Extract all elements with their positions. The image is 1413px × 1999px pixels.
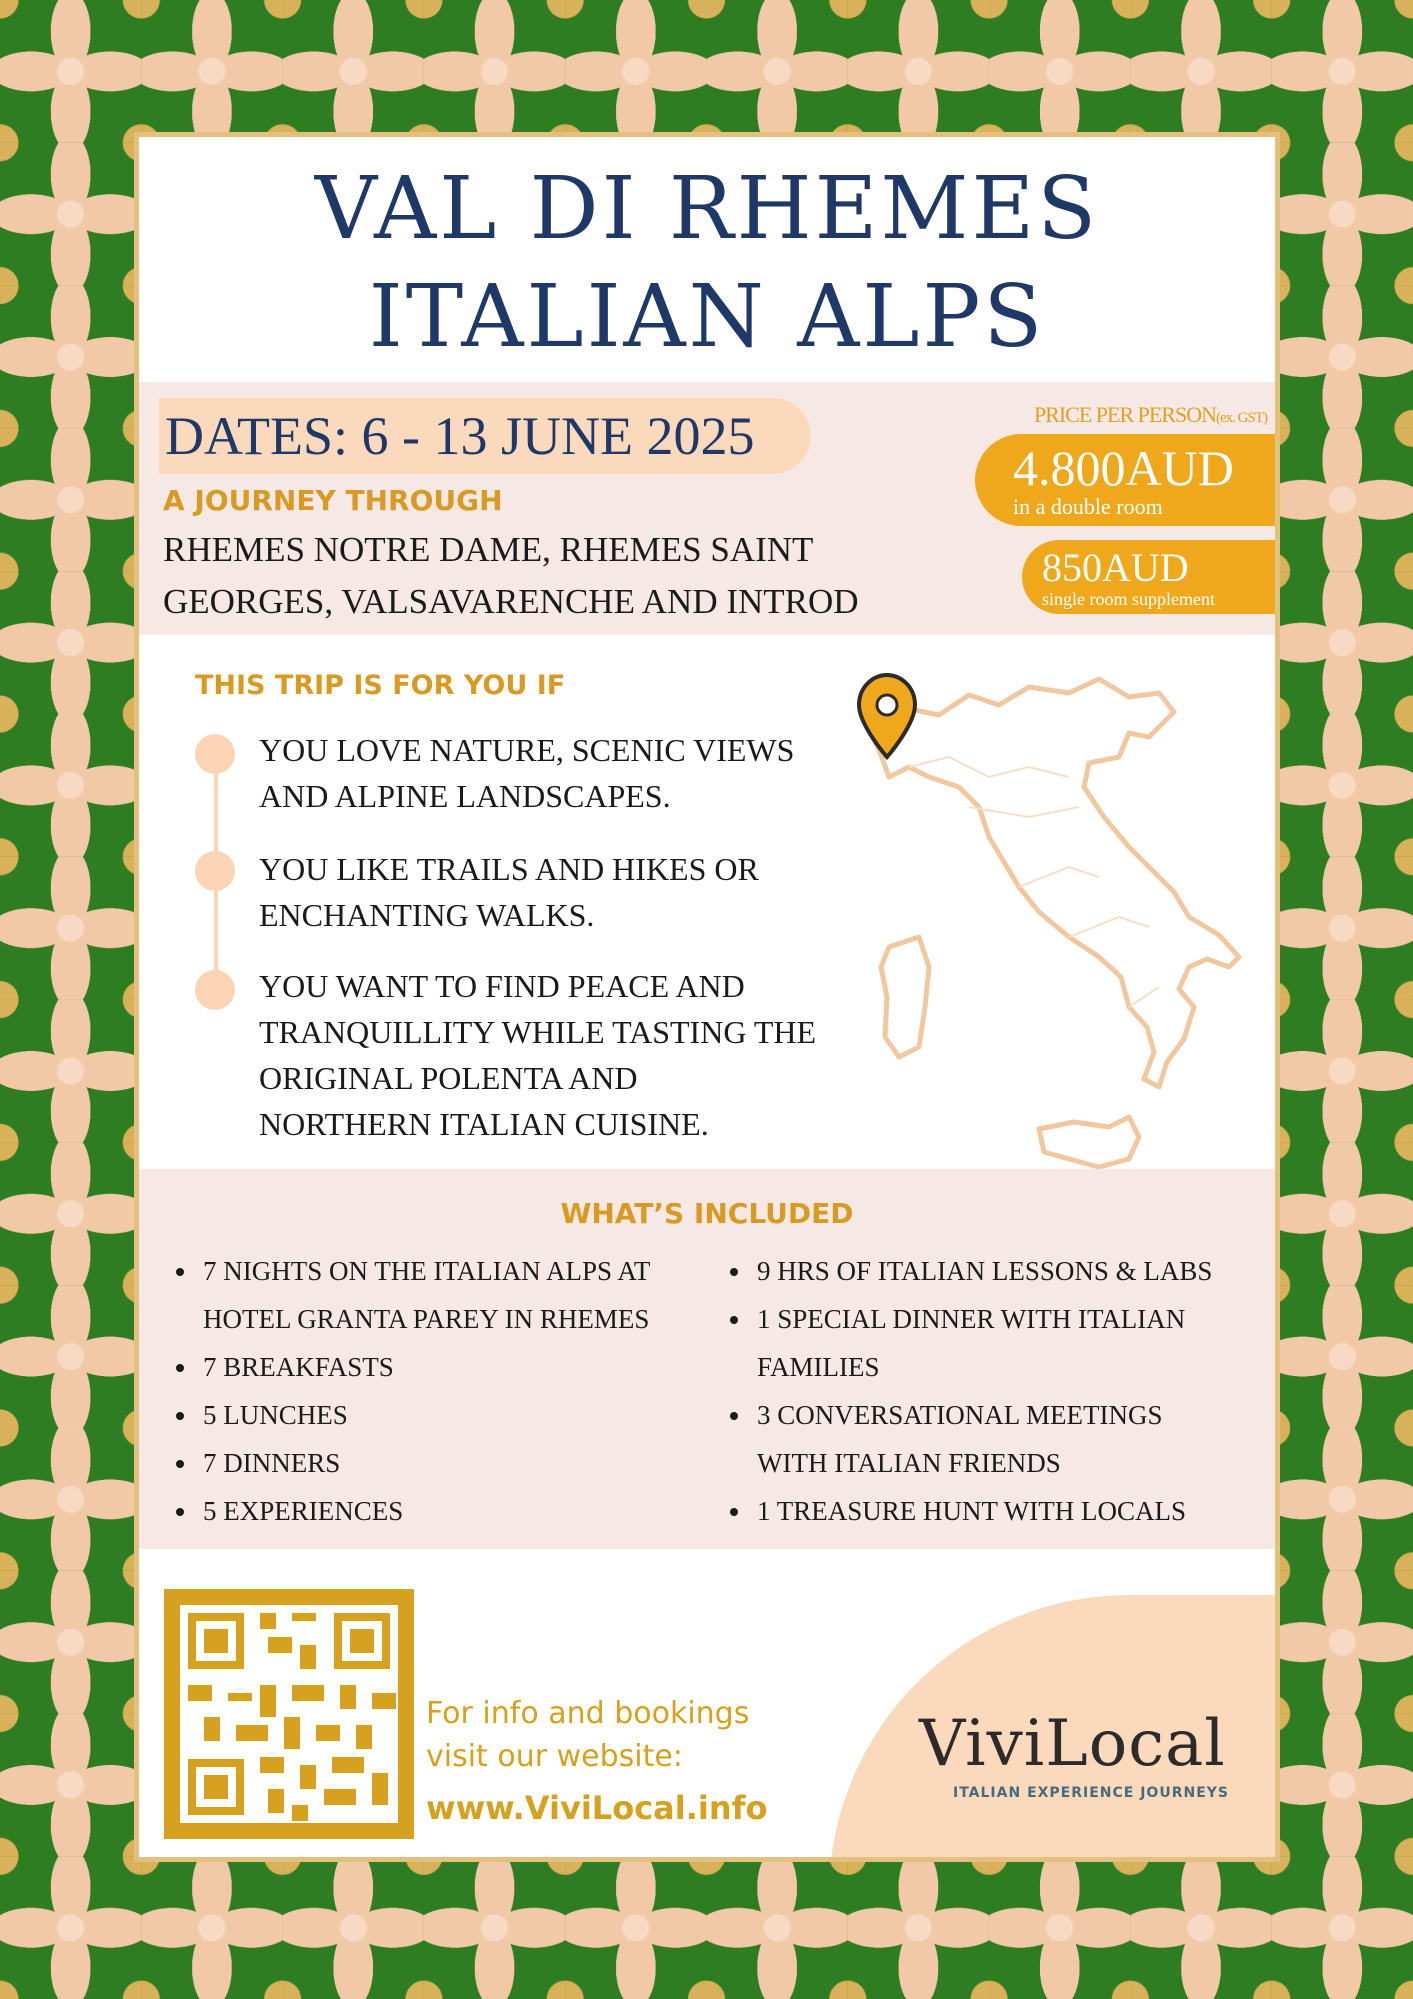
reason-line: NORTHERN ITALIAN CUISINE. xyxy=(259,1106,709,1142)
list-item-line: HOTEL GRANTA PAREY IN RHEMES xyxy=(203,1304,650,1334)
list-item xyxy=(753,1391,1273,1487)
list-item: • 5 LUNCHES xyxy=(199,1391,699,1439)
list-item xyxy=(753,1295,1273,1391)
timeline-dot xyxy=(195,970,235,1010)
price-label-text: PRICE PER PERSON xyxy=(1033,402,1216,427)
reason-line: AND ALPINE LANDSCAPES. xyxy=(259,778,671,814)
brand-tagline: ITALIAN EXPERIENCE JOURNEYS xyxy=(953,1785,1229,1801)
sicily-outline xyxy=(1039,1117,1139,1167)
list-item-line: FAMILIES xyxy=(757,1352,880,1382)
website-link[interactable]: www.ViviLocal.info xyxy=(426,1789,768,1827)
journey-line-1: RHEMES NOTRE DAME, RHEMES SAINT xyxy=(163,530,814,569)
included-list-left xyxy=(169,1247,699,1535)
journey-label: A JOURNEY THROUGH xyxy=(163,484,503,517)
included-list-right xyxy=(723,1247,1273,1535)
reason-line: YOU LOVE NATURE, SCENIC VIEWS xyxy=(259,732,795,768)
info-line-1: For info and bookings xyxy=(426,1696,750,1731)
timeline-dot xyxy=(195,734,235,774)
list-item: • 1 TREASURE HUNT WITH LOCALS xyxy=(753,1487,1273,1535)
list-item xyxy=(199,1247,699,1343)
journey-places xyxy=(163,524,943,628)
flyer-panel xyxy=(139,137,1275,1857)
info-line-2: visit our website: xyxy=(426,1739,683,1774)
reason-line: TRANQUILLITY WHILE TASTING THE xyxy=(259,1014,817,1050)
location-pin-icon xyxy=(859,675,915,757)
brand-logo: ViviLocal xyxy=(919,1707,1226,1781)
single-supplement-caption: single room supplement xyxy=(1042,589,1215,609)
title-line-1: VAL DI RHEMES xyxy=(314,159,1100,259)
title-line-2: ITALIAN ALPS xyxy=(368,267,1046,367)
included-band xyxy=(139,1169,1275,1549)
dates-pill: DATES: 6 - 13 JUNE 2025 xyxy=(159,398,811,474)
double-room-price-badge xyxy=(975,434,1275,526)
list-item: • 5 EXPERIENCES xyxy=(199,1487,699,1535)
timeline-dot xyxy=(195,851,235,891)
journey-line-2: GEORGES, VALSAVARENCHE AND INTROD xyxy=(163,582,859,621)
reason-line: YOU WANT TO FIND PEACE AND xyxy=(259,968,745,1004)
price-note: (ex. GST) xyxy=(1216,410,1267,426)
list-item: • 9 HRS OF ITALIAN LESSONS & LABS xyxy=(753,1247,1273,1295)
reason-item xyxy=(259,727,819,819)
reason-item xyxy=(259,846,819,938)
double-room-price: 4.800AUD xyxy=(1013,440,1234,496)
list-item-line: 3 CONVERSATIONAL MEETINGS xyxy=(757,1400,1163,1430)
list-item: • 7 DINNERS xyxy=(199,1439,699,1487)
list-item-line: 7 NIGHTS ON THE ITALIAN ALPS AT xyxy=(203,1256,651,1286)
single-supplement-badge xyxy=(1022,540,1275,614)
page-title xyxy=(139,155,1275,371)
reason-line: ORIGINAL POLENTA AND xyxy=(259,1060,638,1096)
list-item-line: WITH ITALIAN FRIENDS xyxy=(757,1448,1061,1478)
reason-line: YOU LIKE TRAILS AND HIKES OR xyxy=(259,851,759,887)
qr-code-icon[interactable] xyxy=(164,1589,414,1839)
double-room-caption: in a double room xyxy=(1013,494,1163,519)
dates-band xyxy=(139,382,1275,635)
for-you-title: THIS TRIP IS FOR YOU IF xyxy=(195,670,566,701)
reason-line: ENCHANTING WALKS. xyxy=(259,897,595,933)
list-item-line: 1 SPECIAL DINNER WITH ITALIAN xyxy=(757,1304,1186,1334)
list-item: • 7 BREAKFASTS xyxy=(199,1343,699,1391)
included-title: WHAT’S INCLUDED xyxy=(560,1197,854,1230)
single-supplement-price: 850AUD xyxy=(1042,545,1189,590)
reason-item xyxy=(259,963,819,1147)
sardinia-outline xyxy=(881,937,929,1057)
price-label xyxy=(1034,402,1267,428)
booking-info xyxy=(426,1692,768,1834)
